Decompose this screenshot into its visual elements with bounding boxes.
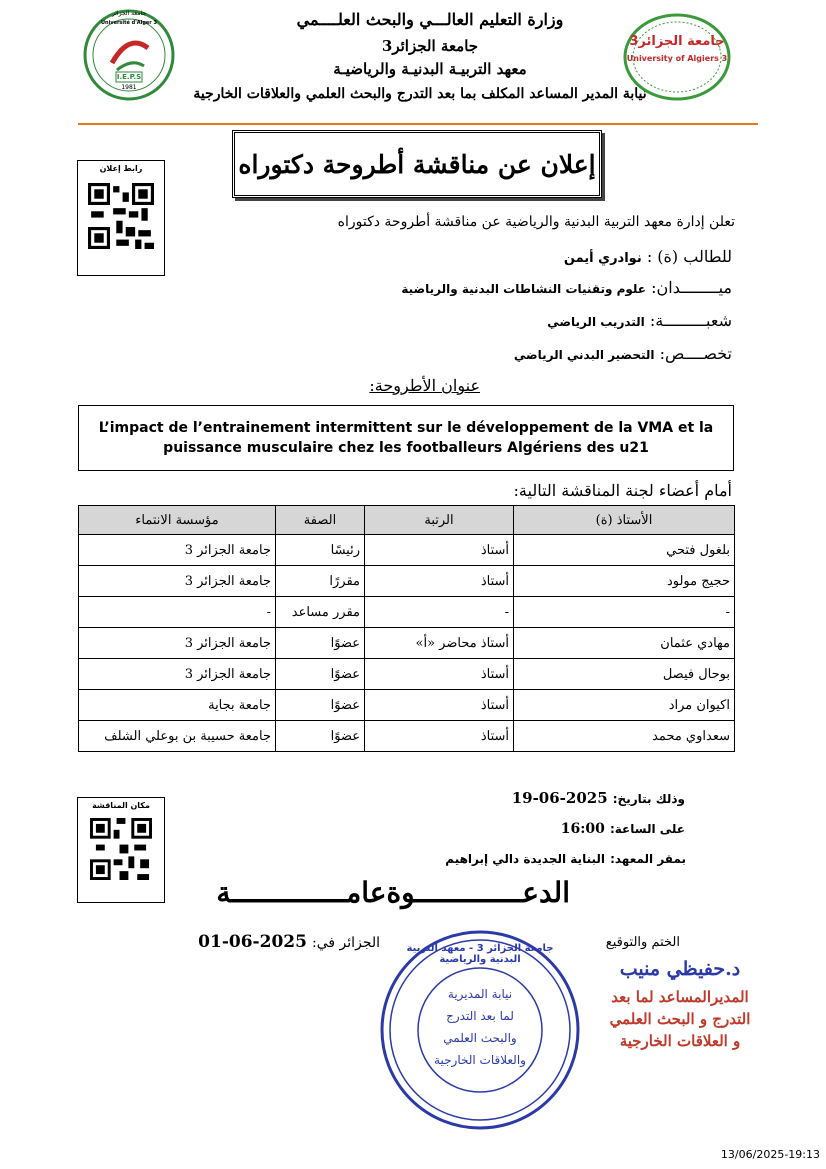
col-rank: الرتبة: [365, 506, 514, 535]
qr-label: رابط إعلان: [99, 164, 143, 173]
announcement-title-box: [232, 130, 602, 198]
intro-text: تعلن إدارة معهد التربية البدنية والرياضية عن مناقشة أطروحة دكتوراه: [337, 214, 735, 230]
stamp-label: الختم والتوقيع: [605, 935, 680, 950]
time-line: [420, 818, 685, 837]
qr-code-icon[interactable]: [88, 183, 154, 249]
university-logo: [622, 12, 732, 102]
date-label: وذلك بتاريخ:: [612, 792, 685, 806]
jury-name: بوحال فيصل: [514, 659, 735, 690]
signer-title-2: التدرج و البحث العلمي: [609, 1010, 751, 1028]
jury-rank: أستاذ محاضر «أ»: [365, 628, 514, 659]
branch-label: شعبـــــــــة:: [649, 311, 732, 330]
qr-label: مكان المناقشة: [92, 801, 150, 810]
jury-name: حجيج مولود: [514, 566, 735, 597]
field-label: ميــــــــدان:: [651, 278, 732, 297]
jury-rank: أستاذ: [365, 690, 514, 721]
jury-name: مهادي عثمان: [514, 628, 735, 659]
place-value: البناية الجديدة دالي إبراهيم: [445, 852, 605, 866]
col-professor: الأستاذ (ة): [514, 506, 735, 535]
jury-institution: -: [79, 597, 276, 628]
jury-rank: أستاذ: [365, 535, 514, 566]
signer-name: د.حفيظي منيب: [619, 958, 741, 980]
announcement-qr-box: [77, 160, 165, 276]
table-row: [79, 597, 735, 628]
table-row: [79, 721, 735, 752]
student-name: نوادري أيمن: [563, 251, 642, 266]
jury-institution: جامعة الجزائر 3: [79, 535, 276, 566]
jury-role: رئيسًا: [276, 535, 365, 566]
date-value: 2025-06-19: [511, 789, 608, 807]
jury-institution: جامعة الجزائر 3: [79, 566, 276, 597]
jury-role: عضوًا: [276, 690, 365, 721]
jury-rank: أستاذ: [365, 566, 514, 597]
signer-title-3: و العلاقات الخارجية: [619, 1032, 741, 1050]
time-label: على الساعة:: [609, 822, 685, 836]
logo-year: 1981: [121, 84, 137, 91]
jury-institution: جامعة الجزائر 3: [79, 628, 276, 659]
signer-title-1: المديرالمساعد لما بعد: [611, 988, 749, 1006]
ministry-name: وزارة التعليم العالـــي والبحث العلــــمي: [296, 10, 564, 29]
jury-header-row: [79, 506, 735, 535]
stamp-inner-2: لما بعد التدرج: [446, 1009, 514, 1023]
date-line: [420, 788, 685, 807]
jury-role: عضوًا: [276, 659, 365, 690]
branch-value: التدريب الرياضي: [547, 315, 645, 329]
signature-date: 2025-06-01: [198, 932, 307, 952]
place-label: بمقر المعهد:: [610, 852, 686, 866]
place-line: [300, 848, 686, 867]
stamp-ring-text: جامعة الجزائر 3 - معهد التربية البدنية والرياضية: [406, 943, 554, 965]
jury-role: مقررًا: [276, 566, 365, 597]
thesis-title-box: [78, 405, 734, 471]
jury-name: -: [514, 597, 735, 628]
field-line: [300, 278, 732, 297]
jury-rank: أستاذ: [365, 659, 514, 690]
footer-timestamp: 13/06/2025-19:13: [720, 1148, 820, 1161]
public-invitation: الدعـــــــــــــوةعامــــــــــــــة: [216, 876, 570, 909]
table-row: [79, 566, 735, 597]
logo-badge: I.E.P.S: [116, 73, 142, 81]
logo-text-top: جامعة الجزائر: [111, 10, 147, 17]
official-stamp: [375, 925, 585, 1135]
logo-text-en: University of Algiers 3: [626, 54, 728, 63]
jury-name: اكيوان مراد: [514, 690, 735, 721]
place-date-line: [180, 932, 380, 952]
jury-role: عضوًا: [276, 628, 365, 659]
qr-code-icon[interactable]: [90, 818, 152, 880]
jury-institution: جامعة حسيبة بن بوعلي الشلف: [79, 721, 276, 752]
specialty-value: التحضير البدني الرياضي: [513, 348, 655, 362]
stamp-inner-4: والعلاقات الخارجية: [434, 1053, 526, 1067]
student-line: [300, 247, 732, 266]
jury-rank: أستاذ: [365, 721, 514, 752]
venue-qr-box: [77, 797, 165, 903]
jury-rank: -: [365, 597, 514, 628]
jury-institution: جامعة بجاية: [79, 690, 276, 721]
table-row: [79, 690, 735, 721]
jury-name: سعداوي محمد: [514, 721, 735, 752]
student-label: للطالب (ة) :: [646, 247, 732, 266]
jury-institution: جامعة الجزائر 3: [79, 659, 276, 690]
jury-role: عضوًا: [276, 721, 365, 752]
stamp-inner-3: والبحث العلمي: [443, 1031, 517, 1045]
thesis-heading: عنوان الأطروحة:: [369, 376, 480, 395]
logo-text-ar: جامعة الجزائر3: [629, 34, 725, 49]
stamp-inner-1: نيابة المديرية: [447, 987, 513, 1001]
deputy-office: نيابة المدير المساعد المكلف بما بعد التدرج والبحث العلمي والعلاقات الخارجية: [193, 86, 647, 102]
time-value: 16:00: [560, 821, 605, 837]
jury-role: مقرر مساعد: [276, 597, 365, 628]
branch-line: [300, 311, 732, 330]
field-value: علوم وتقنيات النشاطات البدنية والرياضية: [401, 282, 647, 296]
logo-text-fr: Université d'Alger 3: [100, 20, 157, 26]
thesis-title: L’impact de l’entrainement intermittent sur le développement de la VMA et la puissance musculaire chez les footballeurs Algériens des u21: [98, 420, 714, 456]
place-date-label: الجزائر في:: [312, 935, 380, 951]
jury-table: [78, 505, 735, 752]
col-institution: مؤسسة الانتماء: [79, 506, 276, 535]
announcement-title: إعلان عن مناقشة أطروحة دكتوراه: [238, 149, 596, 179]
table-row: [79, 659, 735, 690]
jury-heading: أمام أعضاء لجنة المناقشة التالية:: [513, 481, 732, 500]
col-role: الصفة: [276, 506, 365, 535]
table-row: [79, 535, 735, 566]
jury-name: بلغول فتحي: [514, 535, 735, 566]
university-name: جامعة الجزائر3: [381, 37, 479, 55]
specialty-label: تخصــــص:: [659, 344, 732, 363]
header-divider: [78, 123, 758, 125]
table-row: [79, 628, 735, 659]
institute-name: معهد التربيـة البدنيـة والرياضيـة: [333, 60, 527, 78]
specialty-line: [300, 344, 732, 363]
